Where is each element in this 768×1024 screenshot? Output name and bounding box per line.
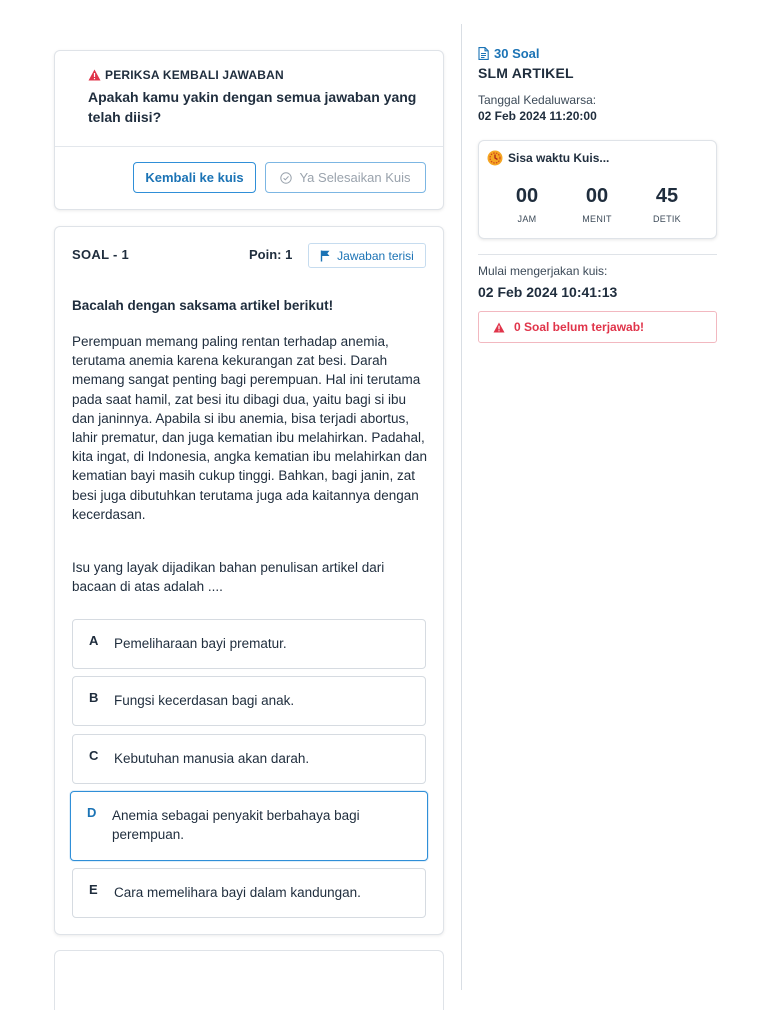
warning-icon [88,69,101,81]
question-count-label: 30 Soal [494,46,540,61]
sidebar-divider [478,254,717,255]
unanswered-alert[interactable] [478,311,717,343]
expiry-value: 02 Feb 2024 11:20:00 [478,109,597,123]
option-b[interactable] [72,676,426,726]
option-d[interactable] [70,791,428,861]
option-letter: C [89,748,99,763]
timer-seconds: 45 [655,185,679,207]
start-label: Mulai mengerjakan kuis: [478,264,608,278]
confirm-dialog [54,50,444,210]
question-number: SOAL - 1 [72,247,130,262]
confirm-question: Apakah kamu yakin dengan semua jawaban yang telah diisi? [88,89,417,125]
back-to-quiz-button[interactable]: Kembali ke kuis [133,162,256,193]
question-card [54,226,444,935]
finish-quiz-label: Ya Selesaikan Kuis [299,170,411,185]
timer-minutes-label: MENIT [582,214,612,224]
option-letter: E [89,882,98,897]
question-count [478,46,540,61]
answered-badge[interactable] [308,243,426,268]
flag-icon [320,250,331,262]
question-passage: Perempuan memang paling rentan terhadap anemia, terutama anemia karena kekurangan zat besi. Darah memang sangat penting bagi perempuan. Hal ini terutama pada saat hamil, zat besi itu dibagi dua, yaitu bagi si ibu dan janinnya. Apabila si ibu anemia, bisa terjadi abortus, lahir prematur, dan juga kematian ibu melahirkan. Padahal, kita ingat, di Indonesia, angka kematian ibu melahirkan dan kematian bayi masih cukup tinggi. Bahkan, bagi janin, zat besi juga dibutuhkan terutama juga ada kaitannya dengan kecerdasan. [72,334,427,522]
document-icon [478,47,489,60]
warning-label [88,68,284,82]
finish-quiz-button[interactable] [265,162,426,193]
timer-title: Sisa waktu Kuis... [508,151,610,165]
option-text: Cara memelihara bayi dalam kandungan. [114,885,361,900]
option-a[interactable] [72,619,426,669]
check-circle-icon [280,172,292,184]
option-text: Kebutuhan manusia akan darah. [114,751,310,766]
option-c[interactable] [72,734,426,784]
answered-badge-label: Jawaban terisi [337,248,414,263]
column-divider [461,24,462,990]
option-letter: A [89,633,99,648]
timer-card [478,140,717,239]
question-prompt: Isu yang layak dijadikan bahan penulisan artikel dari bacaan di atas adalah .... [72,560,385,595]
confirm-header [55,51,443,147]
clock-icon [487,150,503,166]
timer-hours-label: JAM [517,214,537,224]
timer-seconds-label: DETIK [652,214,681,224]
next-question-card [54,950,444,1010]
option-letter: D [87,805,97,820]
option-e[interactable] [72,868,426,918]
start-value: 02 Feb 2024 10:41:13 [478,284,618,300]
quiz-title: SLM ARTIKEL [478,65,574,81]
warning-label-text: PERIKSA KEMBALI JAWABAN [105,68,284,82]
option-text: Fungsi kecerdasan bagi anak. [114,693,295,708]
warning-icon [493,322,505,333]
timer-hours: 00 [515,185,539,207]
option-letter: B [89,690,99,705]
question-instruction: Bacalah dengan saksama artikel berikut! [72,298,334,313]
expiry-label: Tanggal Kedaluwarsa: [478,93,597,107]
option-text: Anemia sebagai penyakit berbahaya bagi perempuan. [112,808,360,842]
timer-minutes: 00 [585,185,609,207]
question-points: Poin: 1 [249,247,293,262]
option-text: Pemeliharaan bayi prematur. [114,636,287,651]
unanswered-alert-text: 0 Soal belum terjawab! [514,320,645,334]
timer-header [487,150,609,166]
